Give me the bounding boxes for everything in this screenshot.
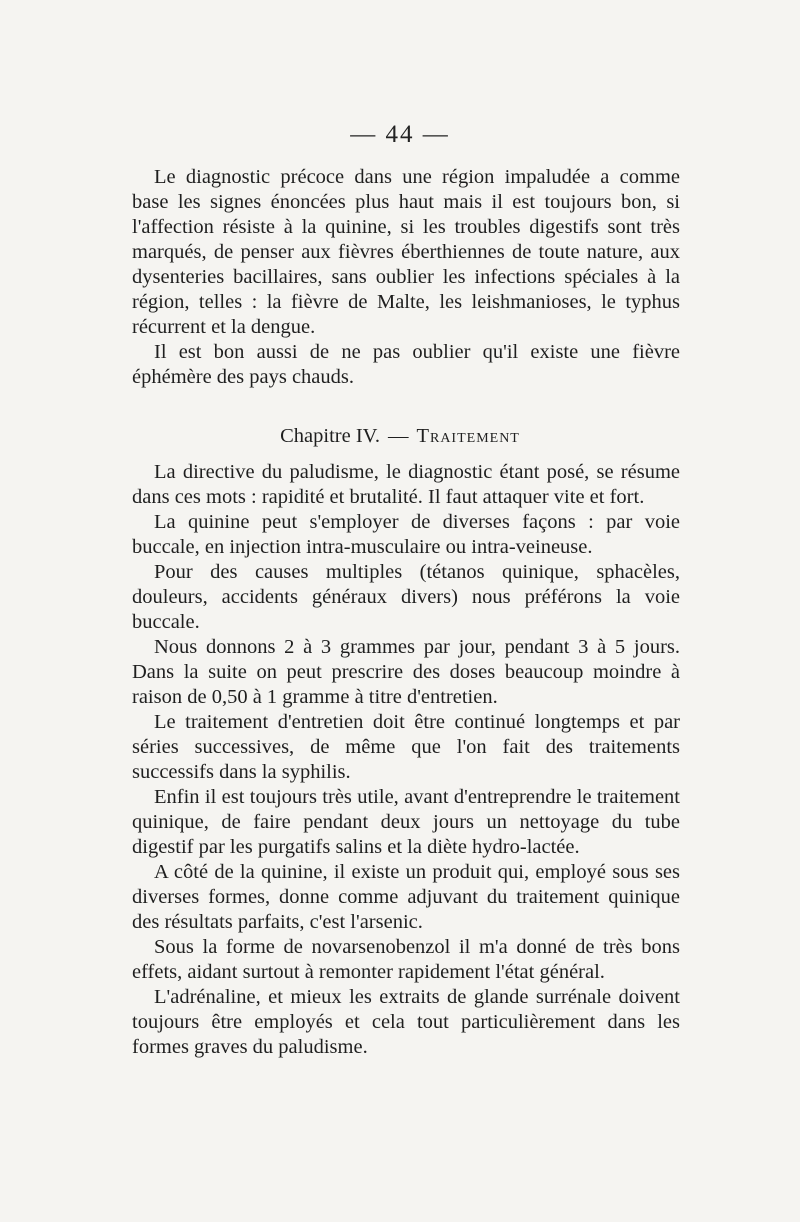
intro-section [132, 165, 680, 390]
paragraph: Le traitement d'entretien doit être continué longtemps et par séries successives, de même que l'on fait des traitements successifs dans la syphilis. [132, 711, 680, 783]
paragraph: L'adrénaline, et mieux les extraits de glande surrénale doivent toujours être employés et cela tout particulièrement dans les formes graves du paludisme. [132, 986, 680, 1058]
paragraph: La quinine peut s'employer de diverses façons : par voie buccale, en injection intra-musculaire ou intra-veineuse. [132, 511, 680, 558]
paragraph: A côté de la quinine, il existe un produit qui, employé sous ses diverses formes, donne comme adjuvant du traitement quinique des résultats parfaits, c'est l'arsenic. [132, 861, 680, 933]
paragraph: Il est bon aussi de ne pas oublier qu'il existe une fièvre éphémère des pays chauds. [132, 341, 680, 388]
paragraph: Nous donnons 2 à 3 grammes par jour, pendant 3 à 5 jours. Dans la suite on peut prescrire des doses beaucoup moindre à raison de 0,50 à 1 gramme à titre d'entretien. [132, 636, 680, 708]
paragraph: La directive du paludisme, le diagnostic étant posé, se résume dans ces mots : rapidité et brutalité. Il faut attaquer vite et fort. [132, 461, 680, 508]
chapter-heading [0, 425, 800, 448]
chapter-label: Chapitre IV. [280, 425, 380, 447]
chapter-body [132, 460, 680, 1060]
page-number: — 44 — [350, 121, 450, 148]
paragraph: Enfin il est toujours très utile, avant d'entreprendre le traitement quinique, de faire pendant deux jours un nettoyage du tube digestif par les purgatifs salins et la diète hydro-lactée. [132, 786, 680, 858]
paragraph: Le diagnostic précoce dans une région impaludée a comme base les signes énoncées plus haut mais il est toujours bon, si l'affection résiste à la quinine, si les troubles digestifs sont très marqués, de penser aux fièvres éberthiennes de toute nature, aux dysenteries bacillaires, sans oublier les infections spéciales à la région, telles : la fièvre de Malte, les leishmanioses, le typhus récurrent et la dengue. [132, 166, 680, 338]
paragraph: Sous la forme de novarsenobenzol il m'a donné de très bons effets, aidant surtout à remonter rapidement l'état général. [132, 936, 680, 983]
chapter-dash: — [387, 425, 409, 447]
paragraph: Pour des causes multiples (tétanos quinique, sphacèles, douleurs, accidents généraux divers) nous préférons la voie buccale. [132, 561, 680, 633]
chapter-title: Traitement [416, 425, 520, 447]
